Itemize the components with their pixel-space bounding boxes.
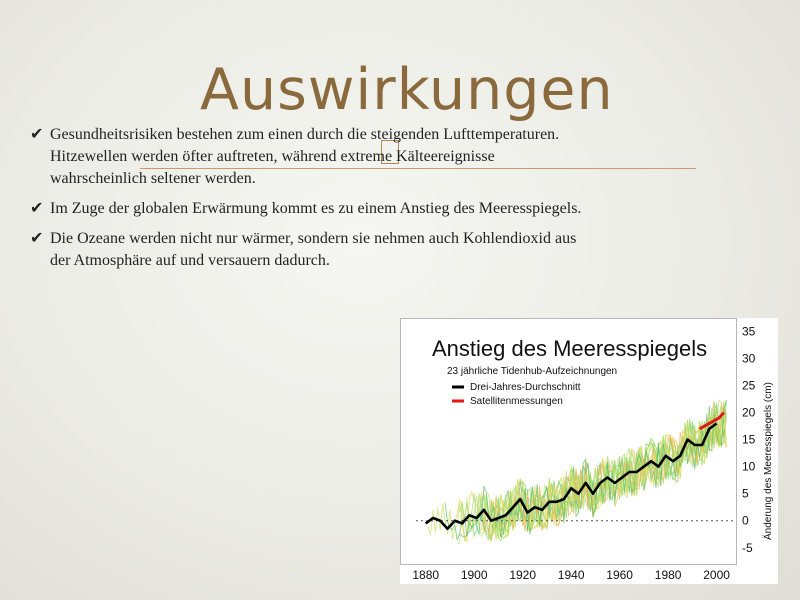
y-tick-label: -5 (742, 540, 753, 555)
y-tick-label: 35 (742, 324, 756, 339)
bullet-text: Im Zuge der globalen Erwärmung kommt es zu einem Anstieg des Meeresspiegels. (50, 200, 582, 217)
bullet-item (30, 198, 590, 220)
x-tick-label: 1940 (557, 568, 585, 582)
y-axis-label: Änderung des Meeresspiegels (cm) (763, 382, 774, 540)
y-tick-label: 5 (742, 486, 749, 501)
chart-subtitle: 23 jährliche Tidenhub-Aufzeichnungen (447, 366, 618, 377)
check-icon: ✔ (30, 200, 44, 217)
chart-svg (400, 318, 778, 584)
sea-level-chart (400, 318, 778, 584)
bullet-text: Die Ozeane werden nicht nur wärmer, sondern sie nehmen auch Kohlendioxid aus der Atmosphäre auf und versauern dadurch. (50, 230, 577, 269)
legend-label: Satellitenmessungen (470, 396, 563, 407)
y-tick-label: 30 (742, 351, 756, 366)
y-tick-label: 10 (742, 459, 756, 474)
legend-label: Drei-Jahres-Durchschnitt (470, 382, 581, 393)
x-tick-label: 1980 (654, 568, 682, 582)
x-tick-label: 1900 (460, 568, 488, 582)
y-tick-label: 25 (742, 378, 756, 393)
y-tick-label: 15 (742, 432, 756, 447)
bullet-text: Gesundheitsrisiken bestehen zum einen durch die steigenden Lufttemperaturen. Hitzewellen werden öfter auftreten, während extreme Kälteereignisse wahrscheinlich seltener werden. (50, 126, 560, 187)
bullet-item (30, 124, 590, 190)
x-tick-label: 1960 (606, 568, 633, 582)
x-tick-label: 1880 (412, 568, 440, 582)
x-tick-label: 1920 (509, 568, 537, 582)
y-tick-label: 20 (742, 405, 756, 420)
check-icon: ✔ (30, 230, 44, 247)
chart-title: Anstieg des Meeresspiegels (432, 336, 708, 361)
check-icon: ✔ (30, 126, 44, 143)
y-tick-label: 0 (742, 513, 749, 528)
slide-title: Auswirkungen (200, 57, 614, 123)
bullet-item (30, 228, 590, 272)
bullet-list (30, 124, 590, 280)
x-tick-label: 2000 (703, 568, 730, 582)
